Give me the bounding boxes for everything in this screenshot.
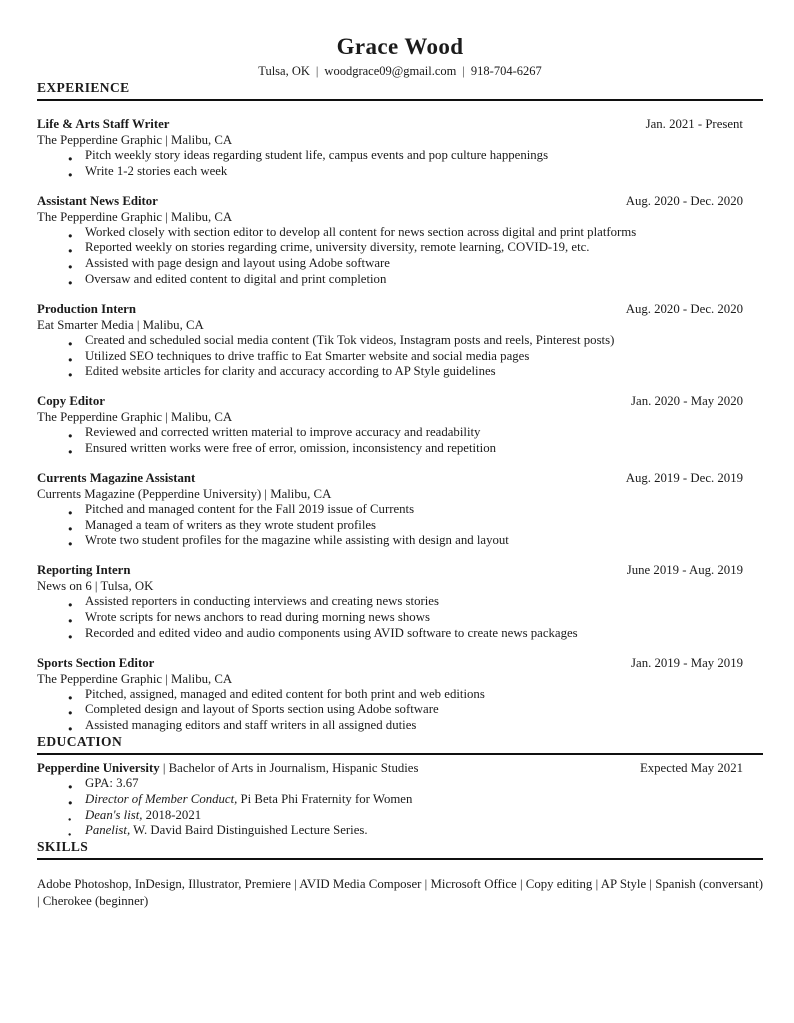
contact-separator: | [315,64,319,78]
job-bullet: ● Oversaw and edited content to digital and print completion [37,272,763,288]
job-bullet: ● Pitch weekly story ideas regarding student life, campus events and pop culture happenings [37,148,763,164]
job-dates: Jan. 2021 - Present [645,117,743,131]
education-bullet: ● Dean's list, 2018-2021 [37,808,763,824]
job-dates: Aug. 2020 - Dec. 2020 [625,193,743,208]
education-bullet: ● Panelist, W. David Baird Distinguished Lecture Series. [37,823,763,839]
job-bullet: ● Reviewed and corrected written material to improve accuracy and readability [37,425,763,441]
contact-line [37,63,763,80]
skills-section-heading: SKILLS [37,839,763,860]
job-bullet: ● Managed a team of writers as they wrote student profiles [37,518,763,534]
education-bullet-list [37,776,763,839]
education-degree-line [37,760,418,776]
job-dates: June 2019 - Aug. 2019 [626,563,743,578]
contact-phone: 918-704-6267 [470,64,542,78]
job-bullet-list [37,333,763,380]
job-bullet: ● Reported weekly on stories regarding crime, university diversity, remote learning, COVID-19, etc. [37,240,763,256]
education-entry [37,760,763,839]
job-dates: Aug. 2019 - Dec. 2019 [625,470,743,485]
job-company: The Pepperdine Graphic | Malibu, CA [37,209,233,224]
contact-email: woodgrace09@gmail.com [324,64,457,78]
education-dates: Expected May 2021 [639,760,743,775]
job-bullet: ● Ensured written works were free of error, omission, inconsistency and repetition [37,441,763,457]
contact-location: Tulsa, OK [258,64,310,78]
experience-section-heading: EXPERIENCE [37,80,763,101]
job-entry [37,470,763,549]
job-title: Currents Magazine Assistant [37,470,196,485]
job-bullet: ● Pitched and managed content for the Fall 2019 issue of Currents [37,502,763,518]
job-company: The Pepperdine Graphic | Malibu, CA [37,671,233,686]
job-bullet: ● Worked closely with section editor to develop all content for news section across digital and print platforms [37,225,763,241]
job-dates: Jan. 2020 - May 2020 [631,394,743,409]
job-title: Reporting Intern [37,563,131,578]
job-bullet: ● Utilized SEO techniques to drive traffic to Eat Smarter website and social media pages [37,349,763,365]
job-title: Copy Editor [37,394,105,409]
job-title: Sports Section Editor [37,655,155,670]
job-bullet: ● Recorded and edited video and audio components using AVID software to create news packages [37,626,763,642]
job-bullet-list [37,687,763,734]
job-bullet-list [37,425,763,457]
job-bullet: ● Edited website articles for clarity and accuracy according to AP Style guidelines [37,364,763,380]
job-bullet: ● Created and scheduled social media content (Tik Tok videos, Instagram posts and reels, Pinterest posts) [37,333,763,349]
job-company: The Pepperdine Graphic | Malibu, CA [37,410,233,425]
job-dates: Aug. 2020 - Dec. 2020 [625,301,743,316]
skills-text: Adobe Photoshop, InDesign, Illustrator, Premiere | AVID Media Composer | Microsoft Office | Copy editing | AP Style | Spanish (conversant) | Cherokee (beginner) [37,877,763,908]
education-institution: Pepperdine University [37,760,160,775]
job-company: The Pepperdine Graphic | Malibu, CA [37,133,233,147]
job-title: Production Intern [37,301,136,316]
job-bullet: ● Assisted with page design and layout using Adobe software [37,256,763,272]
job-bullet-list [37,225,763,288]
job-company: Currents Magazine (Pepperdine University) | Malibu, CA [37,486,332,501]
job-bullet: ● Completed design and layout of Sports section using Adobe software [37,702,763,718]
education-bullet: ● GPA: 3.67 [37,776,763,792]
job-bullet: ● Wrote scripts for news anchors to read during morning news shows [37,610,763,626]
job-entry [37,301,763,380]
job-entry [37,393,763,457]
job-bullet: ● Assisted managing editors and staff writers in all assigned duties [37,718,763,734]
job-bullet-list [37,594,763,641]
job-bullet: ● Pitched, assigned, managed and edited content for both print and web editions [37,687,763,703]
job-company: Eat Smarter Media | Malibu, CA [37,317,204,332]
job-bullet: ● Write 1-2 stories each week [37,164,763,180]
job-bullet-list [37,502,763,549]
job-title: Life & Arts Staff Writer [37,117,170,131]
education-degree: | Bachelor of Arts in Journalism, Hispanic Studies [159,760,419,775]
job-entry [37,562,763,641]
job-bullet: ● Wrote two student profiles for the magazine while assisting with design and layout [37,533,763,549]
job-company: News on 6 | Tulsa, OK [37,579,154,594]
education-section-heading: EDUCATION [37,734,763,755]
job-entry [37,193,763,288]
person-name: Grace Wood [336,34,464,59]
education-bullet: ● Director of Member Conduct, Pi Beta Phi Fraternity for Women [37,792,763,808]
job-bullet: ● Assisted reporters in conducting interviews and creating news stories [37,594,763,610]
job-entry [37,655,763,734]
job-dates: Jan. 2019 - May 2019 [631,655,743,670]
job-entry [37,116,763,180]
job-title: Assistant News Editor [37,193,158,208]
job-bullet-list [37,148,763,180]
contact-separator: | [462,64,465,78]
